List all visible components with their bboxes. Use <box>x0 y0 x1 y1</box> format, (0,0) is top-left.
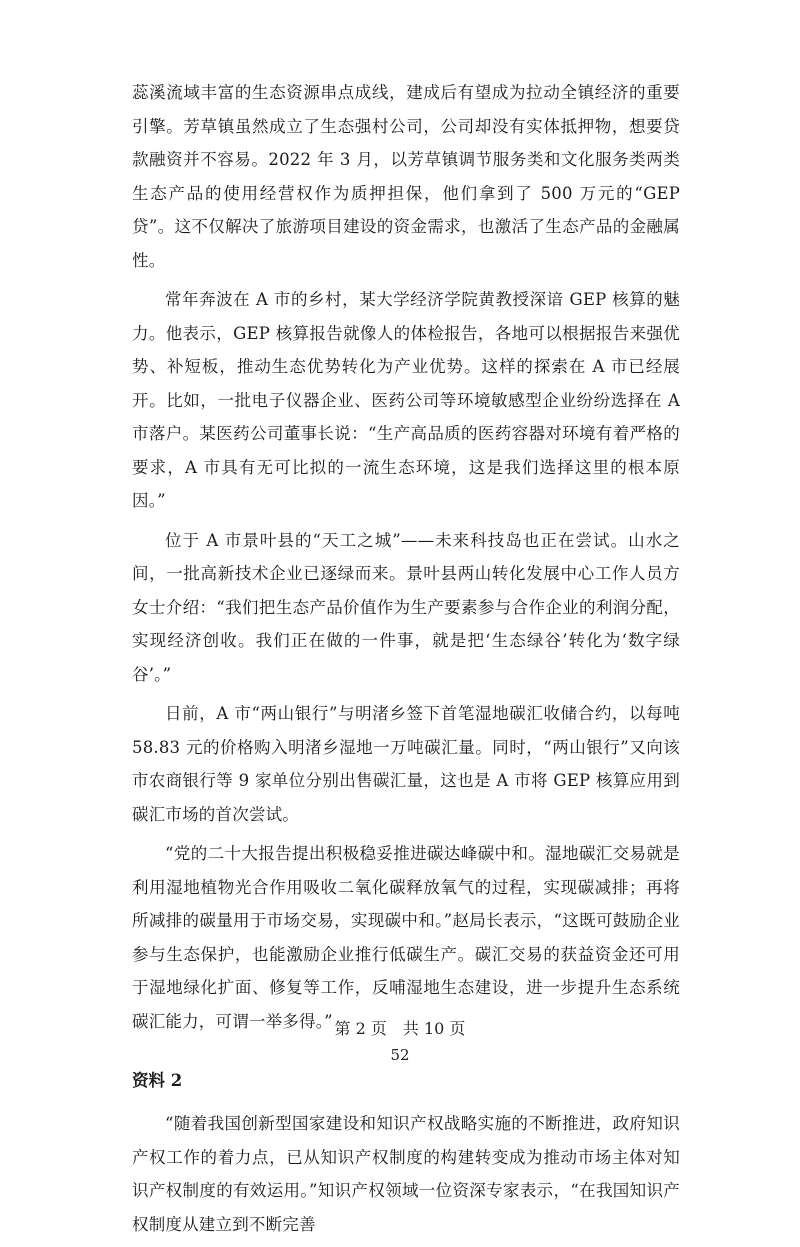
page-number: 52 <box>390 1046 410 1064</box>
paragraph-liangshan-bank: 日前，A 市“两山银行”与明渚乡签下首笔湿地碳汇收储合约，以每吨 58.83 元的价格购入明渚乡湿地一万吨碳汇量。同时，“两山银行”又向该市农商银行等 9 家单位分别出售碳汇量，这也是 A 市将 GEP 核算应用到碳汇市场的首次尝试。 <box>132 704 680 824</box>
section-heading-material-2: 资料 2 <box>132 1071 183 1090</box>
paragraph-continuation: 蕊溪流域丰富的生态资源串点成线，建成后有望成为拉动全镇经济的重要引擎。芳草镇虽然成立了生态强村公司，公司却没有实体抵押物，想要贷款融资并不容易。2022 年 3 月，以芳草镇调节服务类和文化服务类两类生态产品的使用经营权作为质押担保，他们拿到了 500 万元的“GEP 贷”。这不仅解决了旅游项目建设的资金需求，也激活了生态产品的金融属性。 <box>132 83 680 270</box>
paragraph-tiangong-city: 位于 A 市景叶县的“天工之城”——未来科技岛也正在尝试。山水之间，一批高新技术企业已逐绿而来。景叶县两山转化发展中心工作人员方女士介绍：“我们把生态产品价值作为生产要素参与合作企业的利润分配，实现经济创收。我们正在做的一件事，就是把‘生态绿谷’转化为‘数字绿谷’。” <box>132 530 680 684</box>
document-body <box>132 76 680 1247</box>
page-count-footer: 第 2 页 共 10 页 <box>334 1019 466 1038</box>
paragraph-professor-huang: 常年奔波在 A 市的乡村，某大学经济学院黄教授深谙 GEP 核算的魅力。他表示，GEP 核算报告就像人的体检报告，各地可以根据报告来强优势、补短板，推动生态优势转化为产业优势。这样的探索在 A 市已经展开。比如，一批电子仪器企业、医药公司等环境敏感型企业纷纷选择在 A 市落户。某医药公司董事长说：“生产高品质的医药容器对环境有着严格的要求，A 市具有无可比拟的一流生态环境，这是我们选择这里的根本原因。” <box>132 290 680 510</box>
paragraph-ip-expert: “随着我国创新型国家建设和知识产权战略实施的不断推进，政府知识产权工作的着力点，已从知识产权制度的构建转变成为推动市场主体对知识产权制度的有效运用。”知识产权领域一位资深专家表示，“在我国知识产权制度从建立到不断完善 <box>132 1114 680 1234</box>
paragraph-carbon-trading: “党的二十大报告提出积极稳妥推进碳达峰碳中和。湿地碳汇交易就是利用湿地植物光合作用吸收二氧化碳释放氧气的过程，实现碳减排；再将所减排的碳量用于市场交易，实现碳中和。”赵局长表示，“这既可鼓励企业参与生态保护，也能激励企业推行低碳生产。碳汇交易的获益资金还可用于湿地绿化扩面、修复等工作，反哺湿地生态建设，进一步提升生态系统碳汇能力，可谓一举多得。” <box>132 844 680 1031</box>
